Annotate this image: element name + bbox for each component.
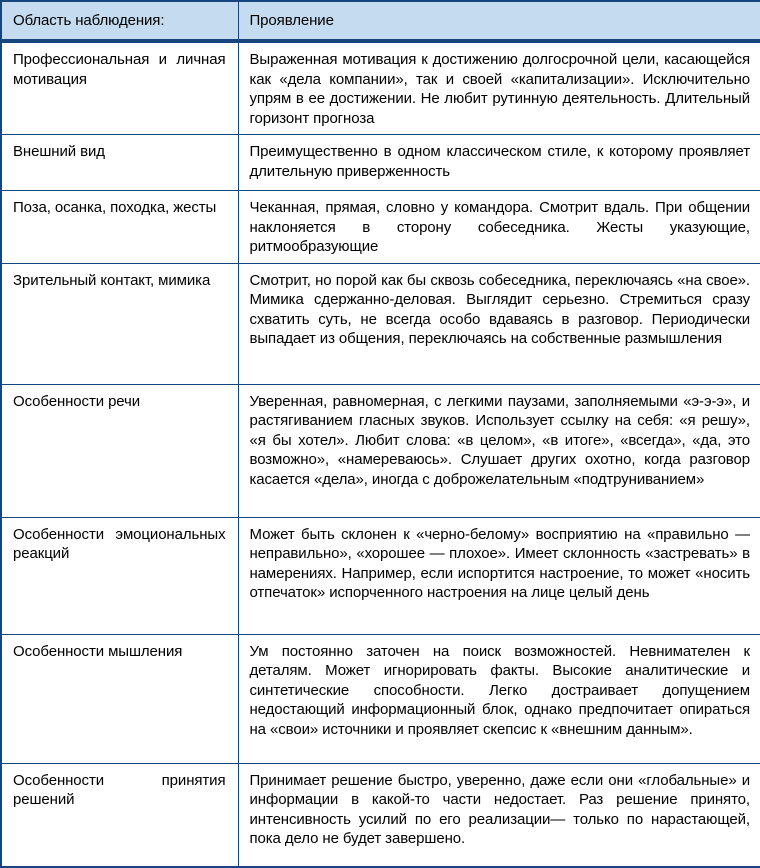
table-row	[1, 41, 760, 135]
manifestation-cell: Уверенная, равномерная, с легкими паузами, заполняемыми «э-э-э», и растягиванием гласных звуков. Использует ссылку на себя: «я решу», «я бы хотел». Любит слова: «в целом», «в итоге», «всегда», «да, это возможно», «намереваюсь». Слушает других охотно, когда разговор касается «дела», иногда с доброжелательным «подтруниванием»	[238, 384, 760, 517]
manifestation-cell: Преимущественно в одном классическом стиле, к которому проявляет длительную приверженность	[238, 135, 760, 191]
table-row	[1, 191, 760, 264]
table-row	[1, 384, 760, 517]
manifestation-cell: Может быть склонен к «черно-белому» восприятию на «правильно — неправильно», «хорошее — плохое». Имеет склонность «застревать» в намерениях. Например, если испортится настроение, то может «носить отпечаток» испорченного настроения на лице целый день	[238, 517, 760, 634]
area-cell: Зрительный контакт, мимика	[1, 263, 238, 384]
header-row	[1, 1, 760, 41]
table-row	[1, 763, 760, 867]
manifestation-cell: Принимает решение быстро, уверенно, даже если они «глобальные» и информации в какой-то части недостает. Раз решение принято, интенсивность усилий по его реализации— только по нарастающей, пока дело не будет завершено.	[238, 763, 760, 867]
manifestation-cell: Выраженная мотивация к достижению долгосрочной цели, касающейся как «дела компании», так и своей «капитализации». Исключительно упрям в ее достижении. Не любит рутинную деятельность. Длительный горизонт прогноза	[238, 41, 760, 135]
manifestation-cell: Ум постоянно заточен на поиск возможностей. Невнимателен к деталям. Может игнорировать факты. Высокие аналитические и синтетические способности. Легко достраивает допущением недостающий информационный блок, однако предпочитает опираться на «свои» источники и проявляет скепсис к «внешним данным».	[238, 634, 760, 763]
area-cell: Внешний вид	[1, 135, 238, 191]
area-cell: Особенности мышления	[1, 634, 238, 763]
area-cell: Особенности речи	[1, 384, 238, 517]
table-header	[1, 1, 760, 41]
table-row	[1, 517, 760, 634]
manifestation-cell: Смотрит, но порой как бы сквозь собеседника, переключаясь «на свое». Мимика сдержанно-деловая. Выглядит серьезно. Стремиться сразу схватить суть, не всегда особо вдаваясь в разговор. Периодически выпадает из общения, переключаясь на собственные размышления	[238, 263, 760, 384]
header-cell-manifestation: Проявление	[238, 1, 760, 41]
table-row	[1, 263, 760, 384]
header-cell-area: Область наблюдения:	[1, 1, 238, 41]
area-cell: Особенности принятия решений	[1, 763, 238, 867]
area-cell: Особенности эмоциональных реакций	[1, 517, 238, 634]
area-cell: Профессиональная и личная мотивация	[1, 41, 238, 135]
table-body	[1, 41, 760, 867]
table-row	[1, 634, 760, 763]
manifestation-cell: Чеканная, прямая, словно у командора. Смотрит вдаль. При общении наклоняется в сторону собеседника. Жесты указующие, ритмообразующие	[238, 191, 760, 264]
table-row	[1, 135, 760, 191]
area-cell: Поза, осанка, походка, жесты	[1, 191, 238, 264]
